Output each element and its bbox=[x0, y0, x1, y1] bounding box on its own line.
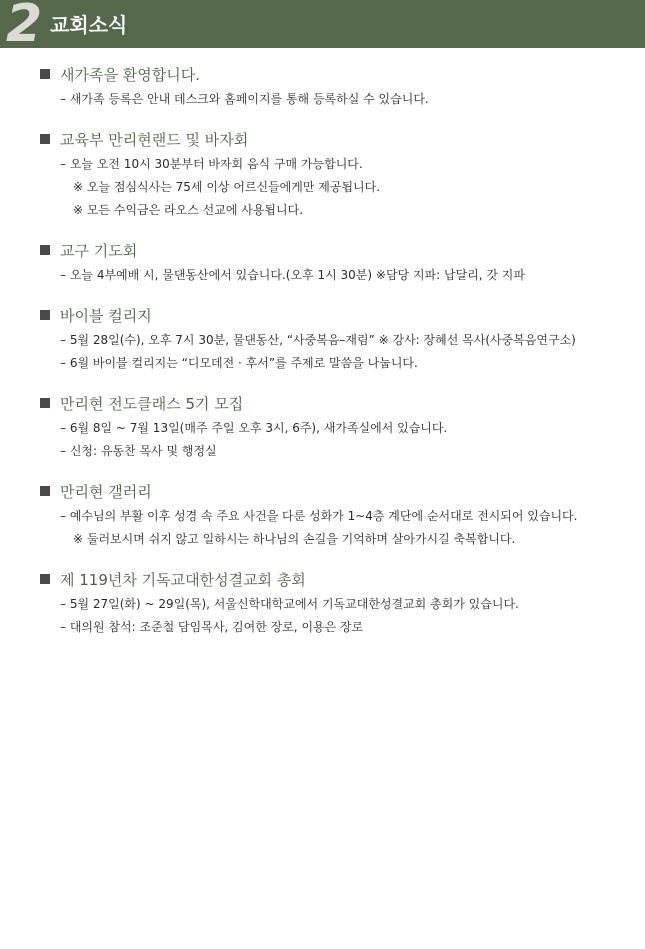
news-line: – 5월 28일(수), 오후 7시 30분, 물댄동산, “사중복음–재림” ※ 강사: 장혜선 목사(사중복음연구소) bbox=[60, 333, 576, 347]
news-line: – 6월 8일 ~ 7월 13일(매주 주일 오후 3시, 6주), 새가족실에서 있습니다. bbox=[60, 421, 448, 435]
square-bullet-icon bbox=[40, 486, 50, 496]
section-heading bbox=[40, 127, 630, 151]
news-line: – 대의원 참석: 조준철 담임목사, 김여한 장로, 이용은 장로 bbox=[60, 620, 364, 634]
section-heading bbox=[40, 391, 630, 415]
section-title: 만리현 전도클래스 5기 모집 bbox=[60, 394, 244, 413]
section-heading bbox=[40, 62, 630, 86]
square-bullet-icon bbox=[40, 245, 50, 255]
section-title: 제 119년차 기독교대한성결교회 총회 bbox=[60, 570, 306, 589]
news-note: ※ 둘러보시며 쉬지 않고 일하시는 하나님의 손길을 기억하며 살아가시길 축복합니다. bbox=[73, 532, 516, 546]
square-bullet-icon bbox=[40, 310, 50, 320]
news-section-general-assembly bbox=[40, 567, 630, 635]
news-note: ※ 모든 수익금은 라오스 선교에 사용됩니다. bbox=[73, 203, 304, 217]
news-line: – 새가족 등록은 안내 데스크와 홈페이지를 통해 등록하실 수 있습니다. bbox=[60, 92, 429, 106]
news-section-prayer bbox=[40, 238, 630, 283]
news-note: ※ 오늘 점심식사는 75세 이상 어르신들에게만 제공됩니다. bbox=[73, 180, 381, 194]
square-bullet-icon bbox=[40, 398, 50, 408]
section-title: 바이블 컬리지 bbox=[60, 306, 152, 325]
news-line: – 오늘 4부예배 시, 물댄동산에서 있습니다.(오후 1시 30분) ※담당 지파: 납달리, 갓 지파 bbox=[60, 268, 525, 282]
square-bullet-icon bbox=[40, 69, 50, 79]
section-heading bbox=[40, 303, 630, 327]
page-title: 교회소식 bbox=[50, 13, 128, 37]
section-heading bbox=[40, 479, 630, 503]
news-section-welcome bbox=[40, 62, 630, 107]
section-title: 새가족을 환영합니다. bbox=[60, 65, 200, 84]
section-number: 2 bbox=[6, 0, 41, 54]
section-title: 교육부 만리현랜드 및 바자회 bbox=[60, 130, 249, 149]
news-section-evangelism-class bbox=[40, 391, 630, 459]
news-line: – 오늘 오전 10시 30분부터 바자회 음식 구매 가능합니다. bbox=[60, 157, 363, 171]
section-title: 교구 기도회 bbox=[60, 241, 138, 260]
news-section-bazaar bbox=[40, 127, 630, 218]
page-header bbox=[0, 0, 645, 54]
news-line: – 신청: 유동찬 목사 및 행정실 bbox=[60, 444, 217, 458]
section-heading bbox=[40, 238, 630, 262]
section-title: 만리현 갤러리 bbox=[60, 482, 152, 501]
news-section-gallery bbox=[40, 479, 630, 547]
square-bullet-icon bbox=[40, 574, 50, 584]
square-bullet-icon bbox=[40, 134, 50, 144]
news-list bbox=[40, 62, 630, 655]
news-section-bible-college bbox=[40, 303, 630, 371]
news-line: – 5월 27일(화) ~ 29일(목), 서울신학대학교에서 기독교대한성결교회 총회가 있습니다. bbox=[60, 597, 519, 611]
section-heading bbox=[40, 567, 630, 591]
news-line: – 예수님의 부활 이후 성경 속 주요 사건을 다룬 성화가 1~4층 계단에 순서대로 전시되어 있습니다. bbox=[60, 509, 578, 523]
news-line: – 6월 바이블 컬리지는 “디모데전 · 후서”를 주제로 말씀을 나눕니다. bbox=[60, 356, 418, 370]
